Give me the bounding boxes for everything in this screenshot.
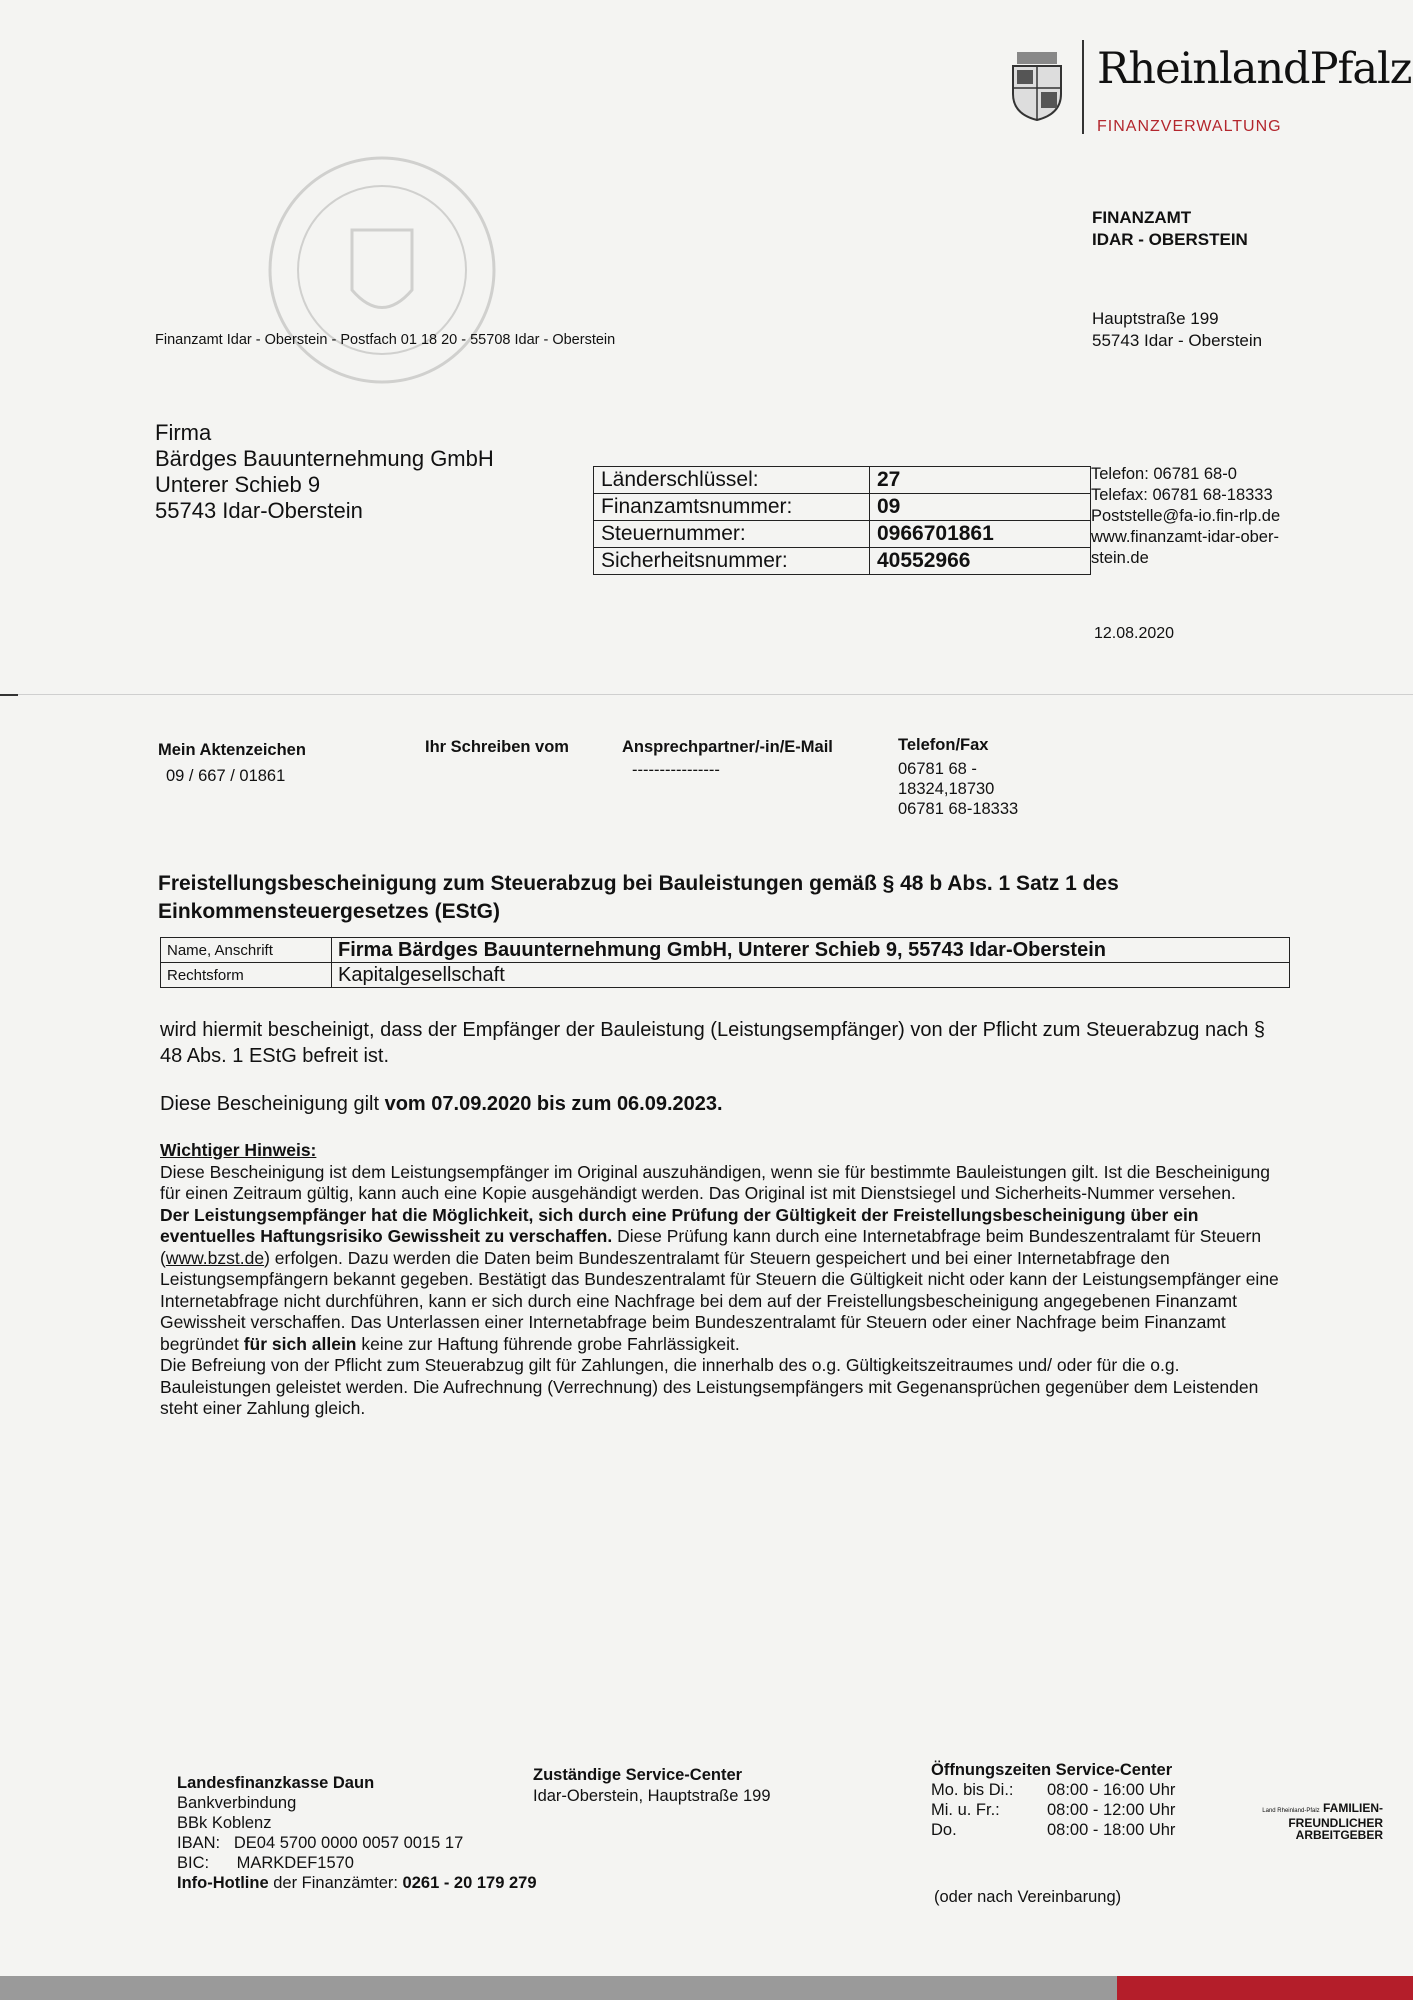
ansprechpartner-value: ---------------- xyxy=(632,761,720,779)
entity-table xyxy=(160,937,1290,988)
ihr-schreiben-label: Ihr Schreiben vom xyxy=(425,738,569,756)
table-row xyxy=(594,467,1091,494)
iban-label: IBAN: xyxy=(177,1834,221,1852)
notice-text: keine zur Haftung führende grobe Fahrlässigkeit. xyxy=(356,1333,740,1354)
iban-row xyxy=(177,1833,537,1853)
key-value: 27 xyxy=(870,467,1091,494)
family-logo-line: FAMILIEN- xyxy=(1323,1801,1383,1815)
letter-date: 12.08.2020 xyxy=(1094,625,1175,642)
hours-day: Mi. u. Fr.: xyxy=(931,1801,1000,1819)
hours-time: 08:00 - 18:00 Uhr xyxy=(1047,1821,1176,1839)
table-row xyxy=(931,1800,1187,1820)
fax: Telefax: 06781 68-18333 xyxy=(1091,486,1273,504)
hotline-label: Info-Hotline xyxy=(177,1874,269,1892)
recipient-line: Unterer Schieb 9 xyxy=(155,472,321,497)
logo-subtitle: FINANZVERWALTUNG xyxy=(1097,118,1282,135)
telefon-fax-label: Telefon/Fax xyxy=(898,736,989,754)
aktenzeichen-value: 09 / 667 / 01861 xyxy=(166,767,286,785)
key-label: Finanzamtsnummer: xyxy=(594,494,870,521)
entity-form-label: Rechtsform xyxy=(161,963,332,988)
key-label: Länderschlüssel: xyxy=(594,467,870,494)
entity-name-value: Firma Bärdges Bauunternehmung GmbH, Unterer Schieb 9, 55743 Idar-Oberstein xyxy=(332,938,1290,963)
notice-text: ) erfolgen. Dazu werden die Daten beim Bundeszentralamt für Steuern gespeichert und bei einer Internetabfrage den Leistungsempfängern bekannt gegeben. Bestätigt das Bundeszentralamt für Steuern die Gültigkeit nicht oder kann der Leistungsempfänger eine Internetabfrage nicht durchführen, kann er sich durch eine Nachfrage bei dem auf der Freistellungsbescheinigung angegebenen Finanzamt Gewissheit verschaffen. Das Unterlassen einer Internetabfrage beim Bundeszentralamt für Steuern oder einer Nachfrage beim Finanzamt begründet xyxy=(160,1247,1279,1354)
table-row xyxy=(594,494,1091,521)
hotline-row xyxy=(177,1873,537,1893)
office-street: Hauptstraße 199 xyxy=(1092,309,1219,328)
office-name-line2: IDAR - OBERSTEIN xyxy=(1092,230,1248,249)
office-address xyxy=(1092,308,1262,352)
logo-wordmark: RheinlandPfalz xyxy=(1097,44,1412,94)
key-value: 0966701861 xyxy=(870,521,1091,548)
hotline-text: der Finanzämter: xyxy=(268,1874,403,1892)
table-row xyxy=(931,1780,1187,1800)
footer-bank-info xyxy=(177,1773,537,1893)
notice-paragraph-2 xyxy=(160,1205,1290,1356)
telefon-fax-value xyxy=(898,759,1018,819)
hours-day: Do. xyxy=(931,1821,957,1839)
table-row xyxy=(161,963,1290,988)
key-label: Sicherheitsnummer: xyxy=(594,548,870,575)
entity-form-value: Kapitalgesellschaft xyxy=(332,963,1290,988)
contact-block xyxy=(1091,464,1280,569)
service-title: Zuständige Service-Center xyxy=(533,1766,743,1784)
bic-label: BIC: xyxy=(177,1854,210,1872)
hotline-number: 0261 - 20 179 279 xyxy=(402,1874,537,1892)
key-value: 09 xyxy=(870,494,1091,521)
phone: Telefon: 06781 68-0 xyxy=(1091,465,1237,483)
notice-heading: Wichtiger Hinweis: xyxy=(160,1140,317,1160)
fold-mark xyxy=(0,694,18,696)
telfax-line: 06781 68 - xyxy=(898,760,977,778)
validity-prefix: Diese Bescheinigung gilt xyxy=(160,1093,385,1115)
tax-keys-table xyxy=(593,466,1091,575)
recipient-line: Bärdges Bauunternehmung GmbH xyxy=(155,446,494,471)
family-employer-logo xyxy=(1243,1802,1383,1841)
ansprechpartner-label: Ansprechpartner/-in/E-Mail xyxy=(622,738,833,756)
kasse-line: BBk Koblenz xyxy=(177,1814,272,1832)
bzst-link[interactable]: www.bzst.de xyxy=(165,1247,265,1268)
kasse-line: Bankverbindung xyxy=(177,1794,297,1812)
notice-paragraph-3: Die Befreiung von der Pflicht zum Steuerabzug gilt für Zahlungen, die innerhalb des o.g. Gültigkeitszeitraumes und/ oder für die o.g. Bauleistungen geleistet werden. Die Aufrechnung (Verrechnung) des Leistungsempfängers mit Gegenansprüchen gegenüber dem Leistenden steht einer Zahlung gleich. xyxy=(160,1355,1259,1418)
telfax-line: 06781 68-18333 xyxy=(898,800,1019,818)
office-name-line1: FINANZAMT xyxy=(1092,208,1192,227)
recipient-line: Firma xyxy=(155,420,212,445)
validity-statement xyxy=(160,1093,723,1116)
family-logo-small: Land Rheinland-Pfalz xyxy=(1262,1808,1320,1814)
notice-paragraph-1: Diese Bescheinigung ist dem Leistungsempfänger im Original auszuhändigen, wenn sie für bestimmte Bauleistungen gilt. Ist die Bescheinigung für einen Zeitraum gültig, kann auch eine Kopie ausgehändigt werden. Das Original ist mit Dienstsiegel und Sicherheits-Nummer versehen. xyxy=(160,1161,1270,1203)
hours-time: 08:00 - 16:00 Uhr xyxy=(1047,1781,1176,1799)
bic-value: MARKDEF1570 xyxy=(236,1854,354,1872)
validity-period: vom 07.09.2020 bis zum 06.09.2023. xyxy=(384,1093,723,1115)
website-link-cont[interactable]: stein.de xyxy=(1091,549,1149,567)
footer-bar-accent xyxy=(1117,1976,1413,2000)
office-city: 55743 Idar - Oberstein xyxy=(1092,331,1263,350)
family-logo-line: FREUNDLICHER xyxy=(1288,1816,1383,1830)
hours-table xyxy=(931,1780,1187,1840)
hours-day: Mo. bis Di.: xyxy=(931,1781,1014,1799)
hours-time: 08:00 - 12:00 Uhr xyxy=(1047,1801,1176,1819)
recipient-line: 55743 Idar-Oberstein xyxy=(155,498,363,523)
fold-line xyxy=(0,694,1413,695)
logo-divider xyxy=(1082,40,1084,134)
official-stamp xyxy=(262,150,502,390)
footer-opening-hours xyxy=(931,1760,1187,1840)
coat-of-arms-icon xyxy=(1003,50,1071,122)
footer-service-center xyxy=(533,1765,771,1807)
certification-text: wird hiermit bescheinigt, dass der Empfänger der Bauleistung (Leistungsempfänger) von der Pflicht zum Steuerabzug nach § 48 Abs. 1 EStG befreit ist. xyxy=(160,1019,1266,1067)
key-label: Steuernummer: xyxy=(594,521,870,548)
family-logo-line: ARBEITGEBER xyxy=(1295,1828,1383,1842)
service-address: Idar-Oberstein, Hauptstraße 199 xyxy=(533,1787,771,1805)
website-link[interactable]: www.finanzamt-idar-ober- xyxy=(1091,528,1279,546)
sender-return-line: Finanzamt Idar - Oberstein - Postfach 01 18 20 - 55708 Idar - Oberstein xyxy=(155,332,616,348)
document-title: Freistellungsbescheinigung zum Steuerabzug bei Bauleistungen gemäß § 48 b Abs. 1 Satz 1 des Einkommensteuergesetzes (EStG) xyxy=(158,872,1119,923)
key-value: 40552966 xyxy=(870,548,1091,575)
important-notice xyxy=(160,1140,1290,1420)
table-row xyxy=(594,548,1091,575)
notice-bold-text: für sich allein xyxy=(243,1333,357,1354)
telfax-line: 18324,18730 xyxy=(898,780,995,798)
hours-note: (oder nach Vereinbarung) xyxy=(934,1888,1122,1906)
hours-title: Öffnungszeiten Service-Center xyxy=(931,1761,1173,1779)
entity-name-label: Name, Anschrift xyxy=(161,938,332,963)
kasse-title: Landesfinanzkasse Daun xyxy=(177,1774,375,1792)
notice-bold-text: Der Leistungsempfänger hat die Möglichkeit, sich durch eine Prüfung der Gültigkeit der Freistellungsbescheinigung über ein eventuelles Haftungsrisiko Gewissheit zu verschaffen. xyxy=(160,1204,1199,1246)
notice-text: Diese Prüfung kann durch eine Internetabfrage beim Bundeszentralamt für Steuern ( xyxy=(160,1226,1262,1268)
recipient-address xyxy=(155,420,494,524)
iban-value: DE04 5700 0000 0057 0015 17 xyxy=(233,1834,464,1852)
table-row xyxy=(594,521,1091,548)
email-link[interactable]: Poststelle@fa-io.fin-rlp.de xyxy=(1091,507,1281,525)
footer-bar xyxy=(0,1976,1117,2000)
table-row xyxy=(931,1820,1187,1840)
table-row xyxy=(161,938,1290,963)
aktenzeichen-label: Mein Aktenzeichen xyxy=(158,741,306,759)
bic-row xyxy=(177,1853,537,1873)
office-name xyxy=(1092,207,1248,251)
